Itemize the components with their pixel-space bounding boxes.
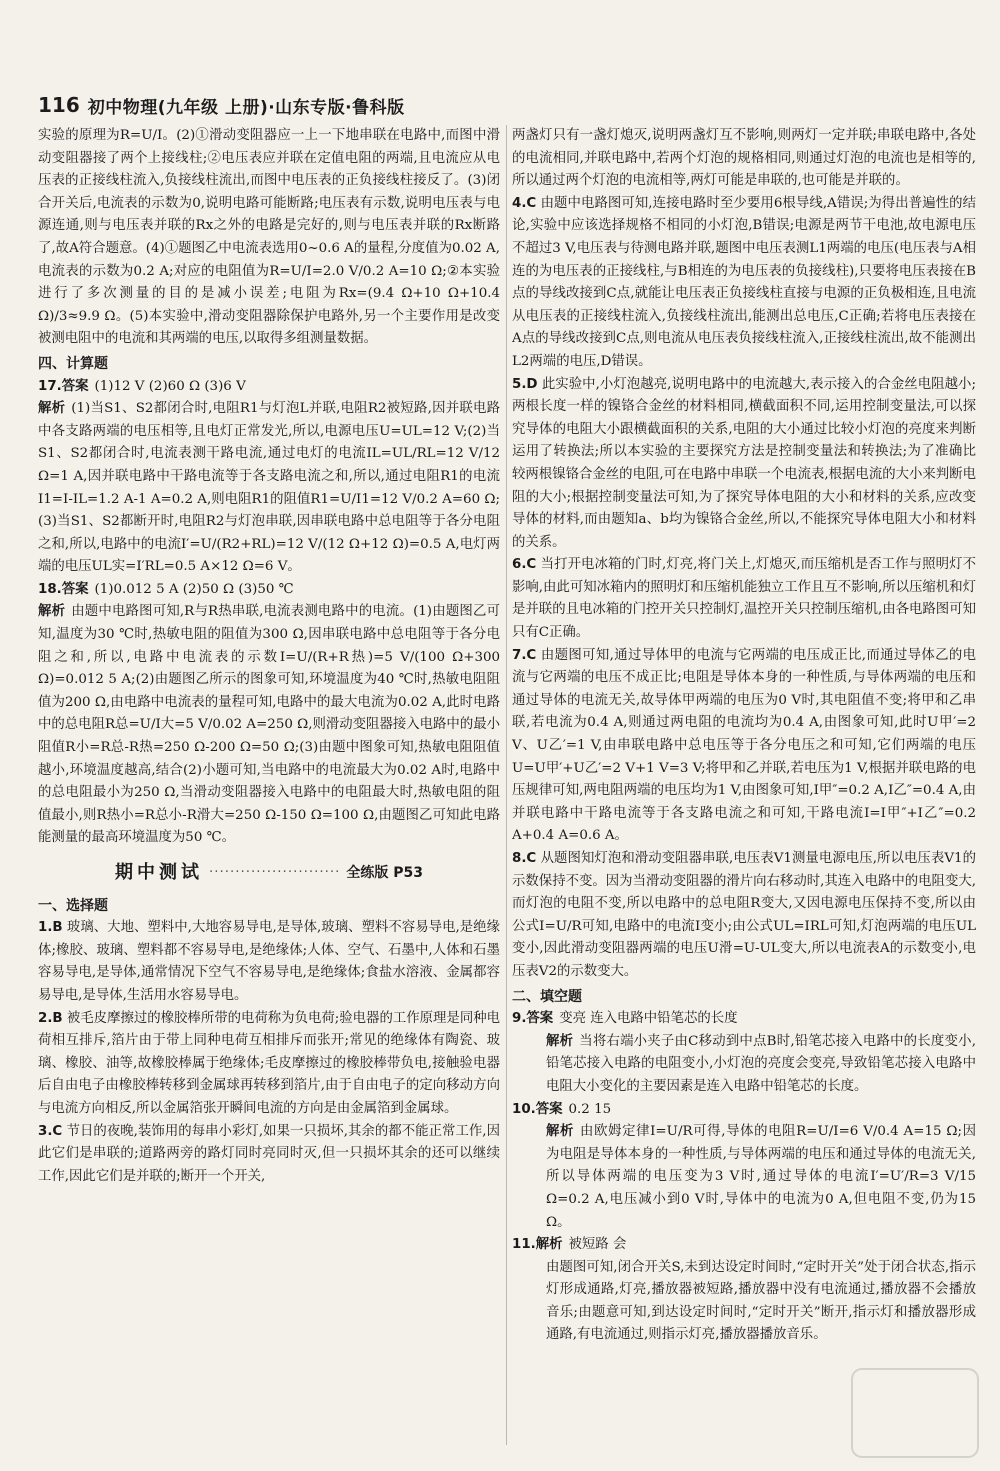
question-number: 17. [38, 378, 62, 394]
question-text: 从题图知灯泡和滑动变阻器串联,电压表V1测量电源电压,所以电压表V1的示数保持不变。因为当滑动变阻器的滑片向右移动时,其连入电路中的电阻变大,而灯泡的电阻不变,所以电路中的总电阻R变大,又因电源电压保持不变,所以由公式I=U/R可知,电路中的电流I变小;由公式UL=IRL可知,灯泡两端的电压UL变小,因此滑动变阻器两端的电压U滑=U-UL变大,所以电流表A的示数变小,电压表V2的示数变大。 [512, 851, 976, 979]
question-number: 18. [38, 581, 62, 597]
question-number: 8.C [512, 851, 537, 866]
question-9-analysis [512, 1031, 976, 1099]
answer-tag: 答案 [61, 378, 89, 394]
question-17-analysis [38, 398, 500, 579]
answer-text: 0.2 15 [568, 1101, 612, 1117]
analysis-text: 由题图可知,闭合开关S,未到达设定时间时,“定时开关”处于闭合状态,指示灯形成通路,灯亮,播放器被短路,播放器中没有电流通过,播放器不会播放音乐;由题意可知,到达设定时间时,“定时开关”断开,指示灯和播放器形成通路,有电流通过,则指示灯亮,播放器播放音乐。 [546, 1259, 976, 1343]
question-18-analysis [38, 601, 500, 850]
watermark-logo [850, 1367, 980, 1459]
answer-text: (1)12 V (2)60 Ω (3)6 V [94, 378, 246, 394]
analysis-text: 由题中电路图可知,R与R热串联,电流表测电路中的电流。(1)由题图乙可知,温度为30 ℃时,热敏电阻的阻值为300 Ω,因串联电路中总电阻等于各分电阻之和,所以,电路中电流表的示数I=U/(R+R热)=5 V/(100 Ω+300 Ω)=0.012 5 A;(2)由题图乙所示的图象可知,环境温度为40 ℃时,热敏电阻阻值为200 Ω,由电路中电流表的量程可知,电路中的最大电流为0.02 A,此时电路中的总电阻R总=U/I大=5 V/0.02 A=250 Ω,则滑动变阻器接入电路中的最小阻值R小=R总-R热=250 Ω-200 Ω=50 Ω;(3)由题中图象可知,热敏电阻阻值越小,环境温度越高,结合(2)小题可知,当电路中的电流最大为0.02 A时,电路中的总电阻最小为250 Ω,当滑动变阻器接入电路中的电阻最大时,热敏电阻的阻值最小,则R热小=R总小-R滑大=250 Ω-150 Ω=100 Ω,由题图乙可知此电路能测量的最高环境温度为50 ℃。 [38, 604, 500, 846]
answer-tag: 答案 [535, 1101, 563, 1117]
analysis-text: 当将右端小夹子由C移动到中点B时,铅笔芯接入电路中的长度变小,铅笔芯接入电路的电阻变小,小灯泡的亮度会变亮,导致铅笔芯接入电路中电阻大小变化的主要因素是连入电路中铅笔芯的长度。 [546, 1033, 976, 1094]
analysis-text: (1)当S1、S2都闭合时,电阻R1与灯泡L并联,电阻R2被短路,因并联电路中各支路两端的电压相等,且电灯正常发光,所以,电源电压U=UL=12 V;(2)当S1、S2都闭合时,电流表测干路电流,通过电灯的电流IL=UL/RL=12 V/12 Ω=1 A,因并联电路中干路电流等于各支路电流之和,所以,通过电阻R1的电流I1=I-IL=1.2 A-1 A=0.2 A,则电阻R1的阻值R1=U/I1=12 V/0.2 A=60 Ω;(3)当S1、S2都断开时,电阻R2与灯泡串联,因串联电路中总电阻等于各分电阻之和,所以,电路中的电流I′=U/(R2+RL)=12 V/(12 Ω+12 Ω)=0.5 A,电灯两端的电压UL实=I′RL=0.5 A×12 Ω=6 V。 [38, 401, 501, 575]
book-title: 初中物理(九年级 上册)·山东专版·鲁科版 [87, 97, 405, 118]
answer-text: (1)0.012 5 A (2)50 Ω (3)50 ℃ [94, 581, 294, 597]
question-10-analysis [512, 1121, 976, 1234]
exam-title: 期中测试 [114, 862, 203, 883]
question-text: 当打开电冰箱的门时,灯亮,将门关上,灯熄灭,而压缩机是否工作与照明灯不影响,由此可知冰箱内的照明灯和压缩机能独立工作且互不影响,所以压缩机和灯是并联的且电冰箱的门控开关只控制灯,温控开关只控制压缩机,由各电路图可知只有C正确。 [512, 557, 976, 641]
question-text: 由题中电路图可知,连接电路时至少要用6根导线,A错误;为得出普遍性的结论,实验中应该选择规格不相同的小灯泡,B错误;电源是两节干电池,故电源电压不超过3 V,电压表与待测电路并联,题图中电压表测L1两端的电压(电压表与A相连的为电压表的正接线柱,与B相连的为电压表的负接线柱),只要将电压表接在B点的导线改接到C点,就能让电压表正负接线柱直接与电源的正负极相连,且电流从电压表的正接线柱流入,负接线柱流出,能测出总电压,C正确;若将电压表接在A点的导线改接到C点,则电流从电压表负接线柱流入,正接线柱流出,故不能测出L2两端的电压,D错误。 [512, 195, 976, 369]
question-1 [38, 917, 500, 1007]
exam-page-ref: 全练版 P53 [346, 865, 424, 881]
question-number: 6.C [512, 557, 537, 573]
question-9-answer [512, 1008, 976, 1031]
analysis-tag: 解析 [535, 1237, 563, 1253]
section-heading-calc: 四、计算题 [38, 355, 108, 372]
answer-text: 变亮 连入电路中铅笔芯的长度 [559, 1011, 738, 1027]
question-7 [512, 645, 976, 848]
question-17-answer [38, 376, 500, 399]
section-heading-choice: 一、选择题 [38, 897, 108, 914]
question-number: 1.B [38, 920, 63, 936]
question-text: 玻璃、大地、塑料中,大地容易导电,是导体,玻璃、塑料不容易导电,是绝缘体;橡胶、玻璃、塑料都不容易导电,是绝缘体;人体、空气、石墨中,人体和石墨容易导电,是导体,通常情况下空气不容易导电,是绝缘体;食盐水溶液、金属都容易导电,是导体,生活用水容易导电。 [38, 920, 500, 1003]
question-text: 节日的夜晚,装饰用的每串小彩灯,如果一只损坏,其余的都不能正常工作,因此它们是串联的;道路两旁的路灯同时亮同时灭,但一只损坏其余的还可以继续工作,因此它们是并联的;断开一个开关, [38, 1123, 500, 1184]
question-text: 此实验中,小灯泡越亮,说明电路中的电流越大,表示接入的合金丝电阻越小;两根长度一样的镍铬合金丝的材料相同,横截面积不同,运用控制变量法,可以探究导体的电阻大小跟横截面积的关系,电阻的大小通过比较小灯泡的亮度来判断运用了转换法;所以本实验的主要探究方法是控制变量法和转换法;为了准确比较两根镍铬合金丝的电阻,可在电路中串联一个电流表,根据电流的大小来判断电阻的大小;根据控制变量法可知,为了探究导体电阻的大小和材料的关系,应改变导体的材料,而由题知a、b均为镍铬合金丝,所以,不能探究导体电阻大小和材料的关系。 [512, 376, 976, 550]
question-number: 3.C [38, 1123, 63, 1139]
analysis-tag: 解析 [38, 401, 66, 417]
question-text: 由题图可知,通过导体甲的电流与它两端的电压成正比,而通过导体乙的电流与它两端的电压不成正比;电阻是导体本身的一种性质,与导体两端的电压和通过导体的电流无关,故导体甲两端的电压为0 V时,其电阻值不变;将甲和乙串联,若电流为0.4 A,则通过两电阻的电流均为0.4 A,由图象可知,此时U甲′=2 V、U乙′=1 V,由串联电路中总电压等于各分电压之和可知,它们两端的电压U=U甲′+U乙′=2 V+1 V=3 V;将甲和乙并联,若电压为1 V,根据并联电路的电压规律可知,两电阻两端的电压均为1 V,由图象可知,I甲″=0.2 A,I乙″=0.4 A,由并联电路中干路电流等于各支路电流之和可知,干路电流I=I甲″+I乙″=0.2 A+0.4 A=0.6 A。 [512, 647, 976, 844]
question-number: 2.B [38, 1010, 63, 1026]
right-column [512, 125, 976, 1347]
answer-tag: 答案 [61, 581, 89, 597]
leader-dots: ························· [208, 865, 341, 880]
analysis-tag: 解析 [546, 1033, 574, 1049]
section-heading-fill: 二、填空题 [512, 988, 582, 1005]
intro-paragraph: 实验的原理为R=U/I。(2)①滑动变阻器应一上一下地串联在电路中,而图中滑动变阻器接了两个上接线柱;②电压表应并联在定值电阻的两端,且电流应从电压表的正接线柱流入,负接线柱流出,而图中电压表的正负接线柱接反了。(3)闭合开关后,电流表的示数为0,说明电路可能断路;电压表有示数,说明电压表与电源连通,则与电压表并联的Rx之外的电路是完好的,则与电压表并联的Rx断路了,故A符合题意。(4)①题图乙中电流表选用0~0.6 A的量程,分度值为0.02 A,电流表的示数为0.2 A;对应的电阻值为R=U/I=2.0 V/0.2 A=10 Ω;②本实验进行了多次测量的目的是减小误差;电阻为Rx=(9.4 Ω+10 Ω+10.4 Ω)/3≈9.9 Ω。(5)本实验中,滑动变阻器除保护电路外,另一个主要作用是改变被测电阻中的电流和其两端的电压,以取得多组测量数据。 [38, 128, 505, 347]
question-number: 4.C [512, 195, 537, 211]
question-4 [512, 193, 976, 374]
page-number: 116 [38, 93, 80, 117]
exam-section-title [38, 862, 500, 885]
question-number: 10. [512, 1101, 536, 1117]
answer-text: 被短路 会 [568, 1237, 627, 1253]
left-column [38, 125, 505, 1188]
question-text: 被毛皮摩擦过的橡胶棒所带的电荷称为负电荷;验电器的工作原理是同种电荷相互排斥,箔片由于带上同种电荷互相排斥而张开;常见的绝缘体有陶瓷、玻璃、橡胶、油等,故橡胶棒属于绝缘体;毛皮摩擦过的橡胶棒带负电,接触验电器后自由电子由橡胶棒转移到金属球再转移到箔片,由于自由电子的定向移动方向与电流方向相反,所以金属箔张开瞬间电流的方向是由金属箔到金属球。 [38, 1010, 500, 1116]
question-number: 7.C [512, 647, 537, 663]
question-3 [38, 1121, 500, 1189]
question-number: 11. [512, 1237, 536, 1253]
analysis-text: 由欧姆定律I=U/R可得,导体的电阻R=U/I=6 V/0.4 A=15 Ω;因为电阻是导体本身的一种性质,与导体两端的电压和通过导体的电流无关,所以导体两端的电压变为3 V时,通过导体的电流I′=U′/R=3 V/15 Ω=0.2 A,电压减小到0 V时,导体中的电流为0 A,但电阻不变,仍为15 Ω。 [546, 1124, 977, 1230]
answer-tag: 答案 [526, 1011, 554, 1027]
analysis-tag: 解析 [38, 604, 66, 620]
continued-paragraph: 两盏灯只有一盏灯熄灭,说明两盏灯互不影响,则两灯一定并联;串联电路中,各处的电流相同,并联电路中,若两个灯泡的规格相同,则通过灯泡的电流也是相等的,所以通过两个灯泡的电流相等,两灯可能是串联的,也可能是并联的。 [512, 128, 976, 189]
question-11 [512, 1234, 976, 1257]
question-5 [512, 374, 976, 555]
question-8 [512, 848, 976, 984]
page-header [38, 92, 405, 118]
analysis-tag: 解析 [546, 1124, 575, 1140]
question-number: 9. [512, 1011, 527, 1027]
question-6 [512, 554, 976, 644]
question-number: 5.D [512, 376, 538, 392]
column-divider [506, 125, 507, 1445]
question-10-answer [512, 1099, 976, 1122]
question-2 [38, 1008, 500, 1121]
question-11-analysis [512, 1257, 976, 1347]
question-18-answer [38, 579, 500, 602]
